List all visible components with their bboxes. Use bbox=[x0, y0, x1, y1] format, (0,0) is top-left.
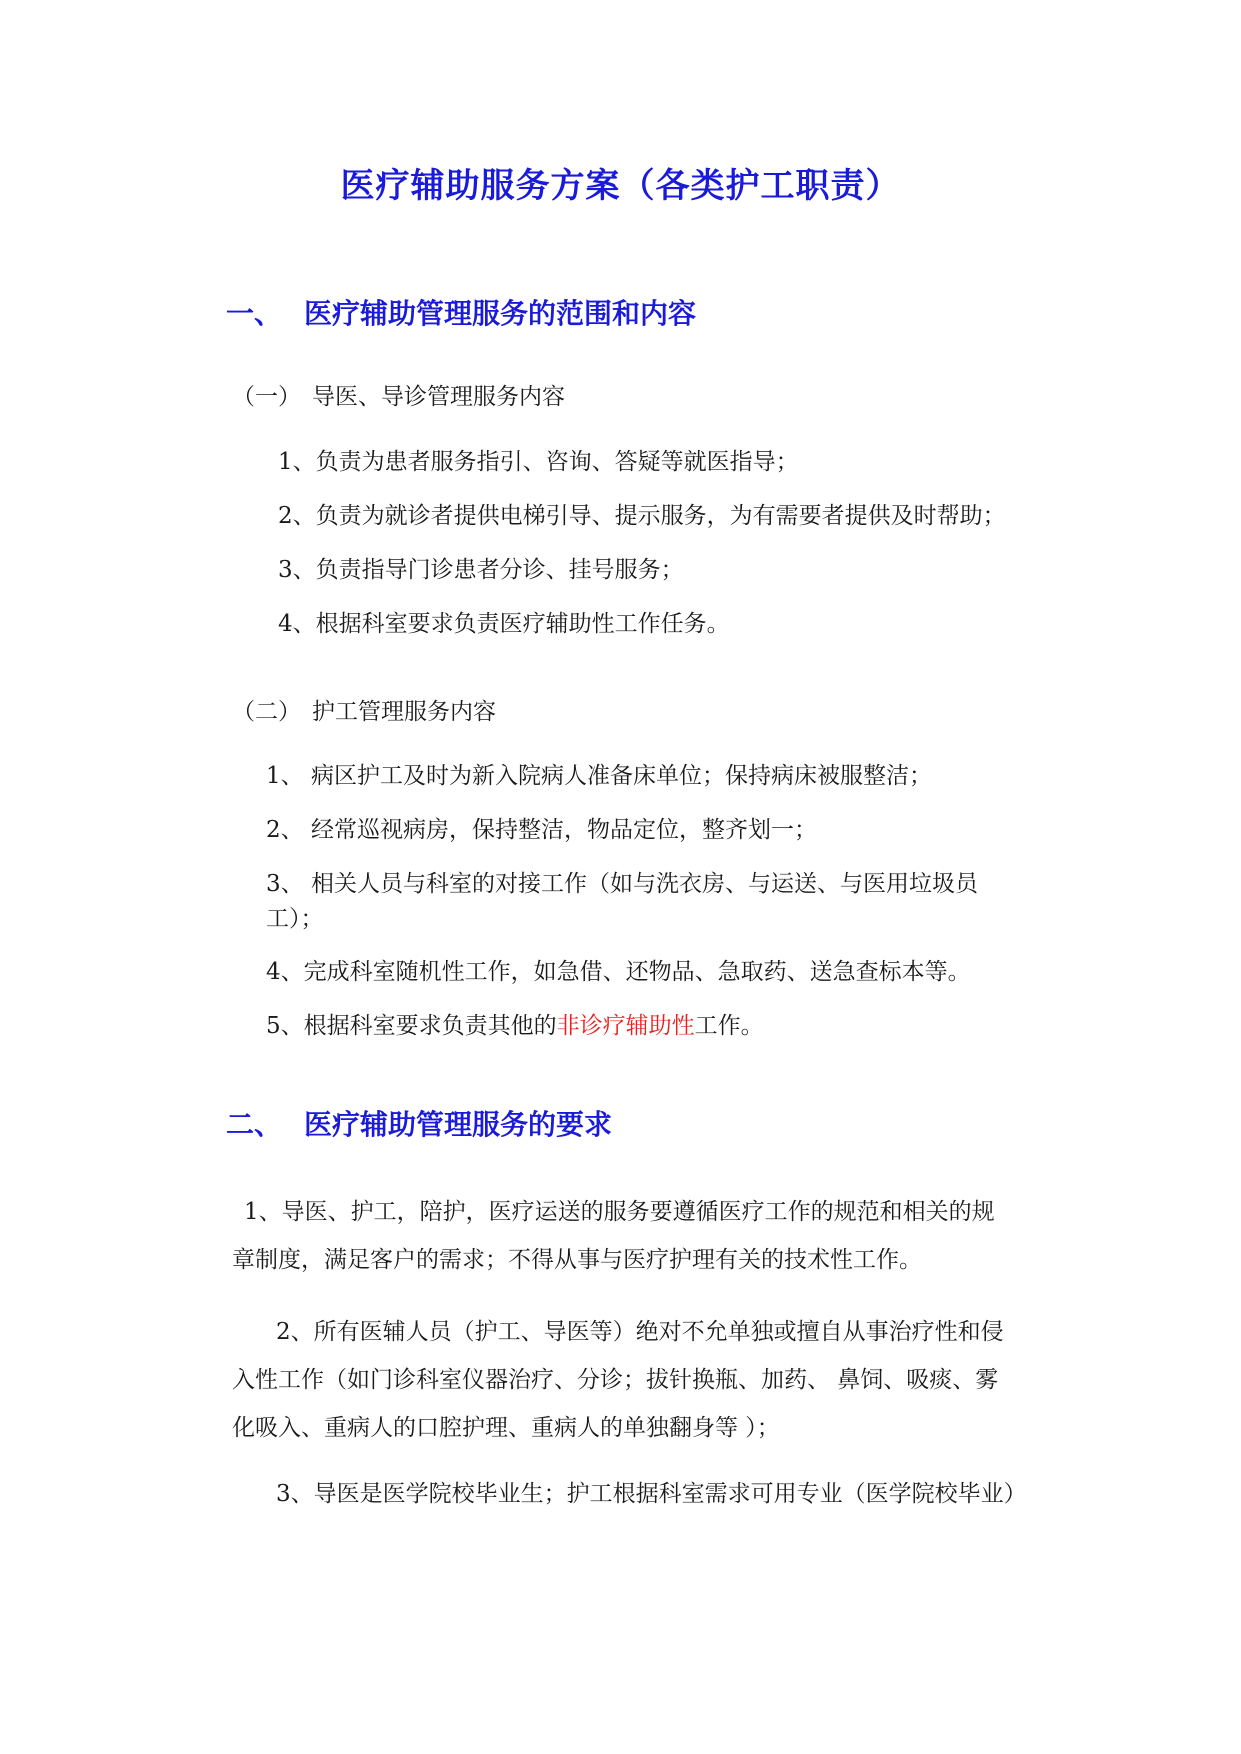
list-item: 1、 病区护工及时为新入院病人准备床单位；保持病床被服整洁； bbox=[266, 763, 932, 789]
subsection-heading-2 bbox=[232, 693, 932, 725]
list-item: 4、根据科室要求负责医疗辅助性工作任务。 bbox=[278, 611, 730, 637]
list-item: 2、负责为就诊者提供电梯引导、提示服务，为有需要者提供及时帮助； bbox=[278, 503, 1006, 529]
subsection-heading-1 bbox=[232, 378, 932, 410]
list-item bbox=[266, 1007, 764, 1040]
paragraph-line: 3、导医是医学院校毕业生；护工根据科室需求可用专业（医学院校毕业） bbox=[276, 1481, 1027, 1507]
paragraph-line: 入性工作（如门诊科室仪器治疗、分诊；拔针换瓶、加药、 鼻饲、吸痰、雾 bbox=[232, 1367, 999, 1393]
paragraph-line: 章制度，满足客户的需求；不得从事与医疗护理有关的技术性工作。 bbox=[232, 1247, 922, 1273]
list-item-text: 工作。 bbox=[694, 1013, 764, 1039]
document-title: 医疗辅助服务方案（各类护工职责） bbox=[340, 166, 901, 206]
section-heading-2 bbox=[226, 1103, 1026, 1143]
list-item-text: 5、根据科室要求负责其他的 bbox=[266, 1013, 557, 1039]
list-item-continuation: 工）； bbox=[266, 906, 324, 932]
section-number-2: 二、 bbox=[226, 1108, 283, 1141]
paragraph-line: 1、导医、护工，陪护，医疗运送的服务要遵循医疗工作的规范和相关的规 bbox=[244, 1199, 995, 1225]
list-item: 2、 经常巡视病房，保持整洁，物品定位，整齐划一； bbox=[266, 817, 817, 843]
subsection-title-1: 导医、导诊管理服务内容 bbox=[312, 384, 565, 410]
highlighted-text: 非诊疗辅助性 bbox=[556, 1013, 695, 1039]
list-item: 3、 相关人员与科室的对接工作（如与洗衣房、与运送、与医用垃圾员 bbox=[266, 871, 978, 897]
list-item: 1、负责为患者服务指引、咨询、答疑等就医指导； bbox=[278, 449, 799, 475]
subsection-title-2: 护工管理服务内容 bbox=[312, 699, 496, 725]
section-title-1: 医疗辅助管理服务的范围和内容 bbox=[304, 297, 697, 330]
section-heading-1 bbox=[226, 292, 1026, 332]
paragraph-line: 2、所有医辅人员（护工、导医等）绝对不允单独或擅自从事治疗性和侵 bbox=[276, 1319, 1004, 1345]
paragraph-line: 化吸入、重病人的口腔护理、重病人的单独翻身等 ）； bbox=[232, 1415, 780, 1441]
subsection-number-1: （一） bbox=[232, 384, 301, 410]
list-item: 3、负责指导门诊患者分诊、挂号服务； bbox=[278, 557, 684, 583]
list-item: 4、完成科室随机性工作，如急借、还物品、急取药、送急查标本等。 bbox=[266, 959, 971, 985]
subsection-number-2: （二） bbox=[232, 699, 301, 725]
section-number-1: 一、 bbox=[226, 297, 283, 330]
section-title-2: 医疗辅助管理服务的要求 bbox=[304, 1108, 613, 1141]
